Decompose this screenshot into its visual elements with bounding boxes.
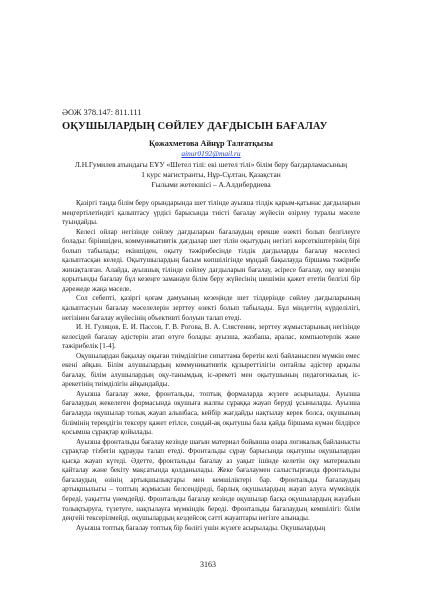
body-paragraph: Оқушылардан бақылау оқыған тиімділігіне сипаттама беретін келі байланыспен мүмкін емес екені айқын. Білім алушылардың коммуникативтік құзыреттілігін онтайлы әдістер арқылы бағалау, білім алушылардың оқу-танымдық іс-әрекеті мен оқытушының педагогикалық іс-әрекетінің тиімділігін айқындайды. <box>62 351 360 389</box>
article-body <box>62 199 360 533</box>
body-paragraph: Келесі ойлар негізінде сөйлеу дағдыларын бағалаудың ерекше өзекті болып белгілеуге болады: біріншіден, коммуникативтік дағдылар шет тілін оқытудың негізгі көрсеткіштерінің бірі болып табылады; екіншіден, оқыту тәжірибесінде тілдік дағдыларды бағалау мәселесі қалыптасқан келеді. Оқытушылардың басым көпшілігінде мұндай бақылауда біршама тәжірибе жинақталған. Алайда, ауызшық тілінде сөйлеу дағдыларын бағалау, әсіресе бағалау, оқу кезеңін қорытынды бағалау бұл кезеңге заманауи білім беру жүйесінің шешімін қажет ететін белгілі бір дәрежеде жаңа мәселе. <box>62 227 360 293</box>
affiliation-line: Л.Н.Гумилев атындағы ЕҰУ «Шетел тілі: екі шетел тілі» білім беру бағдарламасының <box>74 160 348 169</box>
affiliation-block <box>62 160 360 190</box>
author-name: Қожахметова Айнұр Талғатқызы <box>149 139 273 148</box>
body-paragraph: Сол себепті, қазіргі қоғам дамуының кезеңінде шет тілдерінде сөйлеу дағдыларының қалыптасуын бағалау мәселелерін зерттеу өзекті болып табылады. Бұл міндеттің күрделілігі, негізінен бағалау жүйесінің объективті болуын талап етеді. <box>62 294 360 322</box>
body-paragraph: Ауызша бағалау жеке, фронтальды, топтық формаларда жүзеге асырылады. Ауызша бағалаудың жекелеген формасында оқушыға жалпы сұраққа жауап беруді ұсынылады. Ауызша бағалауда оқушылар толық жауап алынбаса, кейбір жағдайды нақтылау керек болса, оқушының білімінің тереңдігін тексеру қажет етілсе, сондай-ақ оқытушы бала қайда біршама күмән білдірсе қосымша сұрақтар қойылады. <box>62 389 360 437</box>
affiliation-line: 1 курс магистранты, Нұр-Сұлтан, Қазақстан <box>141 170 281 179</box>
udc-code: ӘОЖ 378.147: 811.111 <box>62 108 142 117</box>
supervisor-line: Ғылыми жетекшісі – А.Алдибердиева <box>151 180 271 189</box>
page-number: 3163 <box>200 560 216 569</box>
article-title: ОҚУШЫЛАРДЫҢ СӨЙЛЕУ ДАҒДЫСЫН БАҒАЛАУ <box>62 121 328 132</box>
author-email-link[interactable]: ainur0192@mail.ru <box>181 149 241 158</box>
body-paragraph: Ауызша фронтальды бағалау кезінде шағын материал бойынша өзара логикалық байланысты сұрақтар тізбегін құрауды талап етеді. Фронтальды сұрау барысында оқытушы оқушылардан қысқа жауап күтеді. Әдетте, фронтальды бағалау аз уақыт ішінде келетін оқу материалын қайталау және бекіту мақсатында қолданылады. Жеке бағалаумен салыстырғанда фронтальды бағалаудың өзінің артықшылықтары мен кемшіліктері бар. Фронтальды бағалаудың артықшылығы – топтың жұмысын белсендіреді, барлық оқушылардың жауап алуға мүмкіндік береді, уақытты үнемдейді. Фронтальды бағалау кезінде оқушылар басқа оқушылардың жауабын толықтыруға, түзетуге, нақтылауға мүмкіндік береді. Фронтальды бағалаудың кемшілігі: білім деңгейі тексерілмейді, оқушылардың кездейсоқ сәтті жауаптары негізге алынады. <box>62 437 360 523</box>
body-paragraph: Қазіргі таңда білім беру орындарында шет тілінде ауызша тілдік қарым-қатынас дағдыларын меңгертілетіндігі қалыптасу үрдісі барысында тиісті бағалау жүйесін өзірлеу туралы мәселе туындайды. <box>62 199 360 227</box>
body-paragraph: И. Н. Гуляцов, Е. И. Пассов, Г. В. Рогова, В. А. Слястенин, зерттеу жұмыстарының негізінде келесідей бағалау әдістерін атап өтуге болады: ауызша, жазбаша, аралас, компьютерлік және тәжірибелік [1-4]. <box>62 323 360 351</box>
body-paragraph: Ауызша топтық бағалау топтық бір бөлігі үшін жүзеге асырылады. Оқушылардың <box>76 523 326 532</box>
